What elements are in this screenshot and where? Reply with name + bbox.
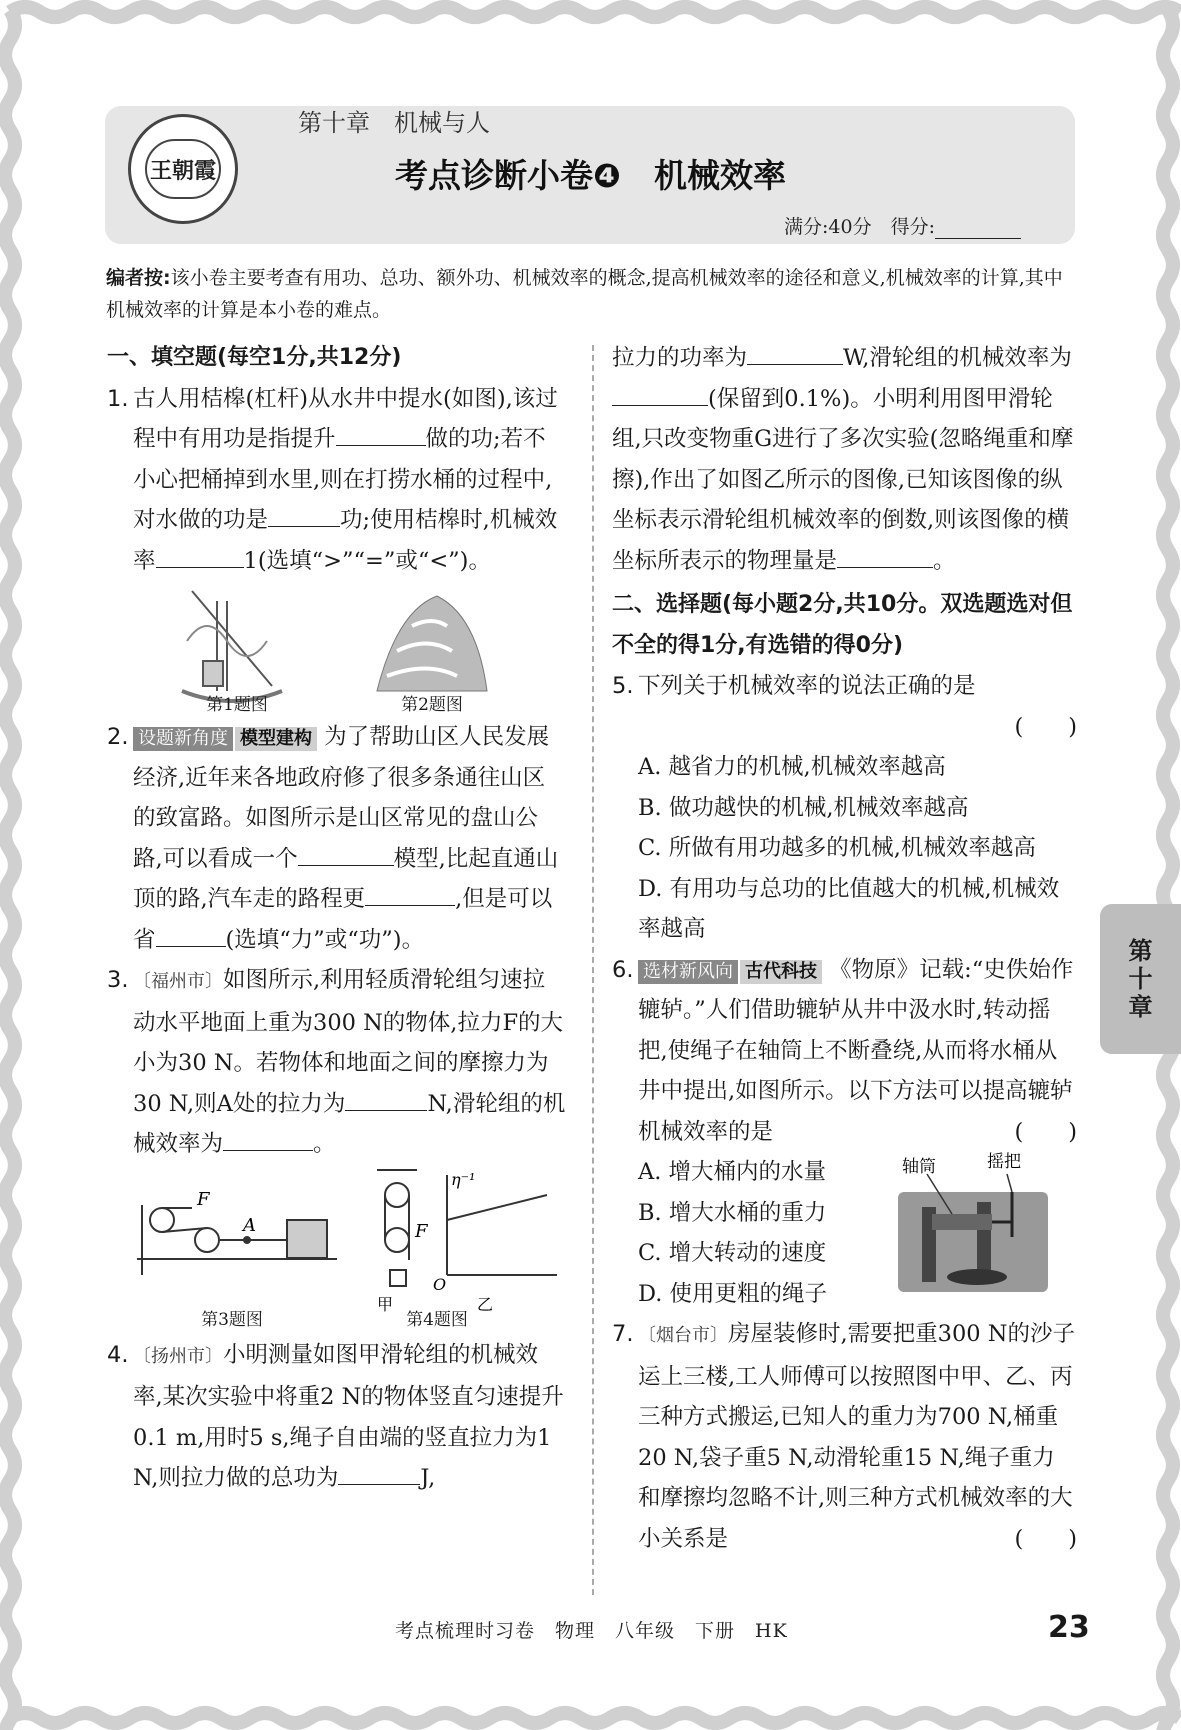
q4-source: 〔扬州市〕	[133, 1345, 223, 1367]
right-column	[612, 338, 1077, 1559]
q5-option-d[interactable]: D. 有用功与总功的比值越大的机械,机械效率越高	[638, 875, 1060, 942]
q2-blank-3[interactable]	[156, 921, 226, 947]
q6-option-d[interactable]: D. 使用更粗的绳子	[638, 1280, 828, 1307]
side-tab-char-3: 章	[1128, 993, 1153, 1021]
chapter-title: 第十章 机械与人	[298, 109, 490, 137]
question-number: 4.	[107, 1341, 129, 1368]
q6-stem: 《物原》记载:“史佚始作辘轳。”人们借助辘轳从井中汲水时,转动摇把,使绳子在轴筒上不断叠绕,从而将水桶从井中提出,如图所示。以下方法可以提高辘轳机械效率的是	[638, 956, 1074, 1145]
question-3	[107, 960, 567, 1165]
tag-new-angle: 设题新角度	[133, 727, 233, 751]
q1-blank-2[interactable]	[268, 501, 340, 527]
column-divider	[592, 345, 594, 1595]
q2-text-4: (选填“力”或“功”)。	[225, 926, 425, 953]
question-2	[107, 717, 567, 960]
efficiency-graph	[447, 1175, 557, 1275]
q6-option-a[interactable]: A. 增大桶内的水量	[638, 1159, 827, 1185]
side-tab-char-2: 十	[1128, 965, 1153, 993]
chapter-side-tab[interactable]	[1100, 904, 1181, 1054]
mountain-road-figure	[377, 596, 487, 691]
q1-blank-3[interactable]	[156, 542, 244, 568]
q6-option-c[interactable]: C. 增大转动的速度	[638, 1240, 827, 1266]
q5-stem: 下列关于机械效率的说法正确的是	[638, 673, 976, 699]
question-number: 1.	[107, 385, 129, 412]
score-blank[interactable]	[935, 221, 1021, 239]
question-4-continued	[612, 338, 1077, 581]
pulley-vertical-figure	[377, 1170, 417, 1286]
score-line	[784, 212, 1021, 239]
score-label: 满分:40分 得分:	[784, 216, 935, 238]
q3-text-2: N,滑轮组的机械效率为	[133, 1090, 566, 1157]
q1-text-3: 功;使用桔槔时,机械效率	[133, 507, 558, 574]
q3-text-3: 。	[313, 1131, 336, 1157]
pulley-horizontal-figure	[137, 1205, 337, 1275]
fig4-label-jia: 甲	[377, 1294, 394, 1314]
q5-option-a[interactable]: A. 越省力的机械,机械效率越高	[638, 754, 946, 780]
q2-blank-1[interactable]	[298, 840, 394, 866]
editor-note-label: 编者按:	[106, 267, 171, 289]
q5-answer-paren[interactable]: ( )	[1014, 713, 1077, 740]
q2-text-2: 模型,比起直通山顶的路,汽车走的路程更	[133, 845, 559, 912]
q4-blank-4[interactable]	[837, 542, 933, 568]
q4-text: 小明测量如图甲滑轮组的机械效率,某次实验中将重2 N的物体竖直匀速提升0.1 m,用时5 s,绳子自由端的竖直拉力为1 N,则拉力做的总功为	[133, 1341, 564, 1491]
page-number: 23	[1048, 1610, 1090, 1645]
q1-text-2: 做的功;若不小心把桶掉到水里,则在打捞水桶的过程中,对水做的功是	[133, 426, 553, 533]
figures-3-4	[107, 1165, 567, 1335]
q7-source: 〔烟台市〕	[638, 1325, 728, 1346]
q5-option-c[interactable]: C. 所做有用功越多的机械,机械效率越高	[638, 835, 1036, 861]
footer-text: 考点梳理时习卷 物理 八年级 下册 HK	[395, 1620, 788, 1642]
fig4-caption: 第4题图	[406, 1309, 468, 1330]
q4-blank-1[interactable]	[338, 1459, 420, 1485]
section2-heading: 二、选择题(每小题2分,共10分。双选题选对但不全的得1分,有选错的得0分)	[612, 592, 1073, 658]
q4-text-2: J,	[420, 1465, 436, 1491]
fig3-label-F: F	[197, 1188, 210, 1210]
q1-text: 古人用桔槔(杠杆)从水井中提水(如图),该过程中有用功是指提升	[133, 385, 558, 452]
windlass-axle-label: 轴筒	[902, 1157, 936, 1177]
q4-cont-text: 拉力的功率为	[612, 345, 748, 371]
question-number: 2.	[107, 724, 129, 750]
q1-blank-1[interactable]	[336, 420, 426, 446]
fig2-caption: 第2题图	[401, 695, 463, 715]
fig4-label-eta: η⁻¹	[451, 1169, 476, 1189]
q4-cont-text-3: (保留到0.1%)。小明利用图甲滑轮组,只改变物重G进行了多次实验(忽略绳重和摩擦),作出了如图乙所示的图像,已知该图像的纵坐标表示滑轮组机械效率的倒数,则该图像的横坐标所表示的物理量是	[612, 385, 1074, 574]
question-5	[612, 666, 1077, 747]
question-number: 7.	[612, 1321, 634, 1347]
figures-1-2	[107, 581, 567, 717]
question-6	[612, 950, 1077, 1153]
question-4	[107, 1335, 567, 1499]
editor-note	[106, 262, 1078, 326]
fig4-label-yi: 乙	[477, 1294, 494, 1314]
figure-1-2-image	[107, 581, 567, 721]
tag-new-material: 选材新风向	[638, 960, 738, 984]
figure-3-4-image	[107, 1165, 567, 1335]
q6-options	[612, 1152, 1077, 1314]
logo-text: 王朝霞	[145, 139, 221, 199]
page-title: 考点诊断小卷❹ 机械效率	[395, 156, 786, 195]
q5-option-b[interactable]: B. 做功越快的机械,机械效率越高	[638, 794, 969, 821]
side-tab-char-1: 第	[1128, 937, 1153, 965]
question-number: 6.	[612, 956, 634, 983]
q4-cont-text-4: 。	[933, 547, 956, 574]
q4-blank-3[interactable]	[612, 380, 708, 406]
q1-text-4: 1(选填“>”“=”或“<”)。	[243, 547, 491, 574]
fig4-label-F: F	[415, 1220, 428, 1242]
editor-note-text: 该小卷主要考查有用功、总功、额外功、机械效率的概念,提高机械效率的途径和意义,机械效率的计算,其中机械效率的计算是本小卷的难点。	[106, 267, 1063, 321]
fig3-caption: 第3题图	[201, 1309, 263, 1330]
q7-stem: 房屋装修时,需要把重300 N的沙子运上三楼,工人师傅可以按照图中甲、乙、丙三种方式搬运,已知人的重力为700 N,桶重20 N,袋子重5 N,动滑轮重15 N,绳子重力和摩擦均忽略不计,则三种方式机械效率的大小关系是	[638, 1321, 1075, 1552]
q7-answer-paren[interactable]: ( )	[1014, 1525, 1077, 1552]
q3-blank-2[interactable]	[223, 1125, 313, 1151]
section1-heading: 一、填空题(每空1分,共12分)	[107, 345, 402, 370]
fig3-label-A: A	[243, 1214, 256, 1236]
tag-ancient-tech: 古代科技	[740, 960, 822, 984]
q6-option-b[interactable]: B. 增大水桶的重力	[638, 1199, 827, 1226]
tag-model: 模型建构	[235, 727, 317, 751]
q3-text: 如图所示,利用轻质滑轮组匀速拉动水平地面上重为300 N的物体,拉力F的大小为30 N。若物体和地面之间的摩擦力为30 N,则A处的拉力为	[133, 967, 564, 1117]
question-number: 3.	[107, 967, 129, 993]
windlass-figure	[882, 1152, 1052, 1302]
q4-cont-text-2: W,滑轮组的机械效率为	[843, 345, 1072, 371]
windlass-handle-label: 摇把	[987, 1152, 1021, 1172]
q6-answer-paren[interactable]: ( )	[1014, 1118, 1077, 1145]
q4-blank-2[interactable]	[747, 339, 843, 365]
q3-blank-1[interactable]	[345, 1085, 427, 1111]
fig4-label-O: O	[433, 1274, 447, 1294]
fig1-caption: 第1题图	[206, 695, 268, 715]
q2-text-3: ,但是可以省	[133, 886, 553, 953]
question-number: 5.	[612, 673, 634, 699]
q3-source: 〔福州市〕	[133, 971, 223, 992]
question-1	[107, 379, 567, 582]
question-7	[612, 1314, 1077, 1559]
q2-blank-2[interactable]	[365, 880, 455, 906]
q2-text: 为了帮助山区人民发展经济,近年来各地政府修了很多条通往山区的致富路。如图所示是山区常见的盘山公路,可以看成一个	[133, 724, 550, 872]
left-column	[107, 338, 567, 1499]
